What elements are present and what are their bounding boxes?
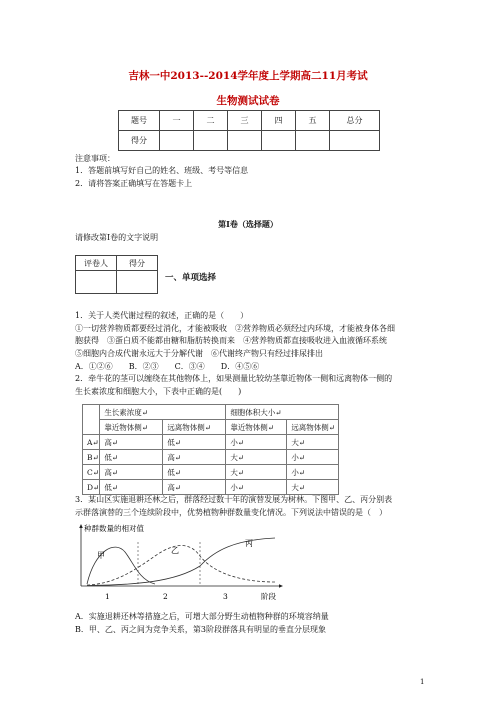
part-title: 一、单项选择: [165, 273, 217, 283]
growth-cell: 小↵: [287, 465, 339, 480]
exam-subtitle: 生物测试试卷: [216, 95, 280, 107]
growth-corner-cell: [83, 420, 100, 435]
growth-cell: 大↵: [226, 465, 287, 480]
score-table-header-row: [119, 111, 380, 131]
series-label-jia: 甲: [97, 551, 105, 560]
score-header-cell: 三: [228, 111, 262, 131]
grader-header-row: [76, 256, 158, 271]
series-label-bing: 丙: [245, 539, 253, 548]
growth-cell: 大↵: [226, 450, 287, 465]
score-table: [118, 110, 380, 151]
score-header-cell: 一: [160, 111, 194, 131]
y-axis-arrow: [79, 524, 83, 528]
growth-header-cell: 生长素浓度↵: [100, 405, 226, 420]
x-tick-label: 3: [223, 592, 228, 601]
growth-cell: C↵: [83, 465, 100, 480]
growth-cell: 高↵: [100, 435, 163, 450]
growth-subheader-cell: 靠近物体侧↵: [100, 420, 163, 435]
score-cell: [228, 131, 262, 151]
x-tick-label: 2: [163, 592, 168, 601]
growth-cell: 高↵: [163, 480, 226, 495]
population-chart: [75, 520, 305, 604]
notes-title: 注意事项：: [75, 154, 115, 163]
grader-cell: [76, 271, 117, 294]
grader-table: [75, 255, 158, 294]
growth-cell: 高↵: [100, 465, 163, 480]
growth-cell: 小↵: [287, 450, 339, 465]
growth-cell: 低↵: [100, 450, 163, 465]
q2-line: 生长素浓度和细胞大小，下表中正确的是( ): [75, 387, 242, 396]
y-axis-label: 种群数量的相对值: [84, 524, 144, 533]
growth-subheader-cell: 远离物体侧↵: [287, 420, 339, 435]
score-header-cell: 四: [262, 111, 296, 131]
growth-cell: D↵: [83, 480, 100, 495]
q2-line: 2．牵牛花的茎可以缠绕在其他物体上，如果测量比较幼茎靠近物体一侧和远离物体一侧的: [75, 374, 393, 383]
score-table-score-row: [119, 131, 380, 151]
table-row: [83, 435, 339, 450]
score-header-cell: 题号: [119, 111, 160, 131]
score-cell: [262, 131, 296, 151]
growth-subheader-row: [83, 420, 339, 435]
score-cell: [194, 131, 228, 151]
note-item: 1．答题前填写好自己的姓名、班级、考号等信息: [75, 166, 249, 175]
grader-blank-row: [76, 271, 158, 294]
growth-corner-cell: [83, 405, 100, 420]
growth-cell: 高↵: [163, 450, 226, 465]
table-row: [83, 450, 339, 465]
table-row: [83, 465, 339, 480]
growth-header-cell: 细胞体积大小↵: [226, 405, 339, 420]
score-cell: [330, 131, 380, 151]
q1-line: 胞获得 ③蛋白质不能都由糖和脂肪转换而来 ④营养物质都直接吸收进入血液循环系统: [75, 336, 387, 345]
section-instruction: 请修改第I卷的文字说明: [75, 233, 159, 242]
growth-table: [82, 404, 339, 495]
q3-option: A．实施退耕还林等措施之后，可增大部分野生动植物种群的环境容纳量: [75, 612, 329, 621]
grader-cell: [117, 271, 158, 294]
exam-title: 吉林一中2013--2014学年度上学期高二11月考试: [128, 70, 368, 82]
score-header-cell: 总分: [330, 111, 380, 131]
x-tick-label: 1: [105, 592, 110, 601]
growth-subheader-cell: 远离物体侧↵: [163, 420, 226, 435]
series-line-yi: [87, 546, 275, 586]
grader-header-cell: 评卷人: [76, 256, 117, 271]
growth-cell: 低↵: [163, 465, 226, 480]
grader-header-cell: 得分: [117, 256, 158, 271]
growth-cell: 低↵: [100, 480, 163, 495]
q3-option: B．甲、乙、丙之间为竞争关系，第3阶段群落具有明显的垂直分层现象: [75, 625, 326, 634]
growth-header-row: [83, 405, 339, 420]
q3-line: 示群落演替的三个连续阶段中，优势植物种群数量变化情况。下列说法中错误的是（ ）: [75, 508, 387, 517]
q1-stem: 1．关于人类代谢过程的叙述，正确的是（ ）: [75, 311, 249, 320]
growth-subheader-cell: 靠近物体侧↵: [226, 420, 287, 435]
growth-cell: B↵: [83, 450, 100, 465]
q1-options: A．①②⑥ B．②③ C．③④ D．④⑤⑥: [75, 362, 260, 371]
growth-cell: 小↵: [226, 480, 287, 495]
growth-cell: 小↵: [226, 435, 287, 450]
table-row: [83, 480, 339, 495]
score-header-cell: 五: [296, 111, 330, 131]
score-cell: [296, 131, 330, 151]
q1-line: ⑤细胞内合成代谢永远大于分解代谢 ⑥代谢终产物只有经过排尿排出: [75, 349, 323, 358]
growth-cell: 低↵: [163, 435, 226, 450]
series-label-yi: 乙: [171, 546, 179, 555]
score-header-cell: 二: [194, 111, 228, 131]
note-item: 2．请将答案正确填写在答题卡上: [75, 179, 193, 188]
q1-line: ①一切营养物质都要经过消化，才能被吸收 ②营养物质必须经过内环境，才能被身体各细: [75, 324, 395, 333]
q3-line: 3．某山区实施退耕还林之后，群落经过数十年的演替发展为树林。下图甲、乙、丙分别表: [75, 495, 393, 504]
page-number: 1: [420, 678, 425, 686]
score-cell: [160, 131, 194, 151]
growth-cell: 大↵: [287, 480, 339, 495]
growth-cell: 大↵: [287, 435, 339, 450]
section-title: 第I卷（选择题）: [218, 219, 278, 229]
x-axis-label: 阶段: [261, 592, 276, 601]
x-axis-arrow: [279, 584, 283, 588]
score-row-label: 得分: [119, 131, 160, 151]
growth-cell: A↵: [83, 435, 100, 450]
